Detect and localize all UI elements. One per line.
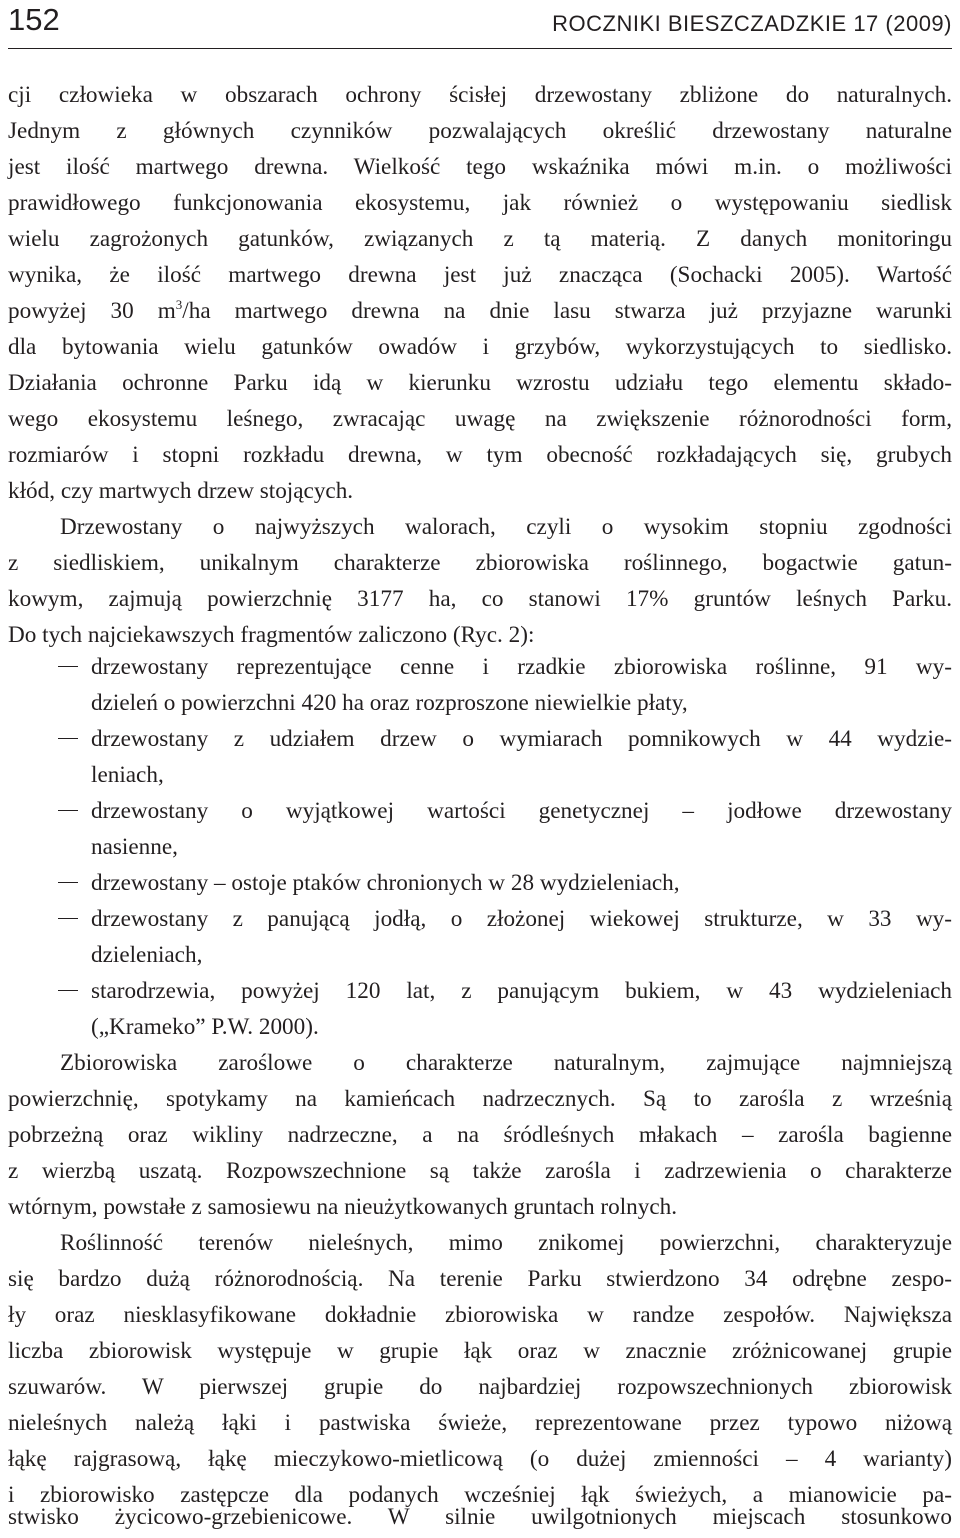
text-line: liczba zbiorowisk występuje w grupie łąk oraz w znacznie zróżnicowanej grupie [8, 1338, 952, 1364]
list-item-line: drzewostany reprezentujące cenne i rzadkie zbiorowiska roślinne, 91 wy- [91, 654, 952, 680]
header-rule [8, 48, 952, 49]
list-dash [58, 882, 78, 883]
list-item-line: („Krameko” P.W. 2000). [91, 1014, 319, 1040]
list-item-line: drzewostany – ostoje ptaków chronionych w 28 wydzieleniach, [91, 870, 680, 896]
list-dash [58, 666, 78, 667]
page-header [8, 0, 952, 44]
text-line: jest ilość martwego drewna. Wielkość tego wskaźnika mówi m.in. o możliwości [8, 154, 952, 180]
running-title: ROCZNIKI BIESZCZADZKIE 17 (2009) [552, 11, 952, 36]
page-number: 152 [8, 2, 60, 37]
text-line: cji człowieka w obszarach ochrony ścisłej drzewostany zbliżone do naturalnych. [8, 82, 952, 108]
text-line: z wierzbą uszatą. Rozpowszechnione są także zarośla i zadrzewienia o charakterze [8, 1158, 952, 1184]
superscript: 3 [175, 297, 183, 312]
text-line [8, 294, 952, 328]
text-line: Do tych najciekawszych fragmentów zaliczono (Ryc. 2): [8, 622, 535, 648]
text-line: się bardzo dużą różnorodnością. Na terenie Parku stwierdzono 34 odrębne zespo- [8, 1266, 952, 1292]
text-line: i zbiorowisko zastępcze dla podanych wcześniej łąk świeżych, a mianowicie pa- [8, 1482, 952, 1508]
text-line: szuwarów. W pierwszej grupie do najbardziej rozpowszechnionych zbiorowisk [8, 1374, 952, 1400]
text-line: dla bytowania wielu gatunków owadów i grzybów, wykorzystujących to siedlisko. [8, 334, 952, 360]
text-line: Drzewostany o najwyższych walorach, czyli o wysokim stopniu zgodności [60, 514, 952, 540]
text-line: wynika, że ilość martwego drewna jest już znacząca (Sochacki 2005). Wartość [8, 262, 952, 288]
text-line: Działania ochronne Parku idą w kierunku wzrostu udziału tego elementu składo- [8, 370, 952, 396]
list-item-line: dzieleniach, [91, 942, 203, 968]
text-line: Zbiorowiska zaroślowe o charakterze naturalnym, zajmujące najmniejszą [60, 1050, 952, 1076]
list-dash [58, 738, 78, 739]
list-item-line: drzewostany z udziałem drzew o wymiarach pomnikowych w 44 wydzie- [91, 726, 952, 752]
list-dash [58, 990, 78, 991]
text-line: rozmiarów i stopni rozkładu drewna, w tym obecność rozkładających się, grubych [8, 442, 952, 468]
list-item-line: nasienne, [91, 834, 178, 860]
list-item-line: dzieleń o powierzchni 420 ha oraz rozproszone niewielkie płaty, [91, 690, 688, 716]
list-dash [58, 918, 78, 919]
list-dash [58, 810, 78, 811]
text-line: wielu zagrożonych gatunków, związanych z tą materią. Z danych monitoringu [8, 226, 952, 252]
text-line: Jednym z głównych czynników pozwalających określić drzewostany naturalne [8, 118, 952, 144]
text-line: nieleśnych należą łąki i pastwiska świeże, reprezentowane przez typowo niżową [8, 1410, 952, 1436]
list-item-line: leniach, [91, 762, 164, 788]
text-line: pobrzeżną oraz wikliny nadrzeczne, a na śródleśnych młakach – zarośla bagienne [8, 1122, 952, 1148]
text-line: prawidłowego funkcjonowania ekosystemu, jak również o występowaniu siedlisk [8, 190, 952, 216]
text-line: wtórnym, powstałe z samosiewu na nieużytkowanych gruntach rolnych. [8, 1194, 678, 1220]
text-segment: powyżej 30 m [8, 298, 176, 324]
list-item-line: drzewostany z panującą jodłą, o złożonej wiekowej strukturze, w 33 wy- [91, 906, 952, 932]
text-line: łąkę rajgrasową, łąkę mieczykowo-mietlicową (o dużej zmienności – 4 warianty) [8, 1446, 952, 1472]
text-segment: /ha martwego drewna na dnie lasu stwarza już przyjazne warunki [182, 298, 953, 324]
text-line: ły oraz niesklasyfikowane dokładnie zbiorowiska w randze zespołów. Największa [8, 1302, 952, 1328]
list-item-line: starodrzewia, powyżej 120 lat, z panującym bukiem, w 43 wydzieleniach [91, 978, 952, 1004]
text-line: stwisko życicowo-grzebienicowe. W silnie uwilgotnionych miejscach stosunkowo [8, 1504, 952, 1530]
text-line: z siedliskiem, unikalnym charakterze zbiorowiska roślinnego, bogactwie gatun- [8, 550, 952, 576]
text-line: powierzchnię, spotykamy na kamieńcach nadrzecznych. Są to zarośla z wrześnią [8, 1086, 952, 1112]
text-line: kowym, zajmują powierzchnię 3177 ha, co stanowi 17% gruntów leśnych Parku. [8, 586, 952, 612]
text-line: wego ekosystemu leśnego, zwracając uwagę na zwiększenie różnorodności form, [8, 406, 952, 432]
list-item-line: drzewostany o wyjątkowej wartości genetycznej – jodłowe drzewostany [91, 798, 952, 824]
text-line: Roślinność terenów nieleśnych, mimo znikomej powierzchni, charakteryzuje [60, 1230, 952, 1256]
text-line: kłód, czy martwych drzew stojących. [8, 478, 354, 504]
